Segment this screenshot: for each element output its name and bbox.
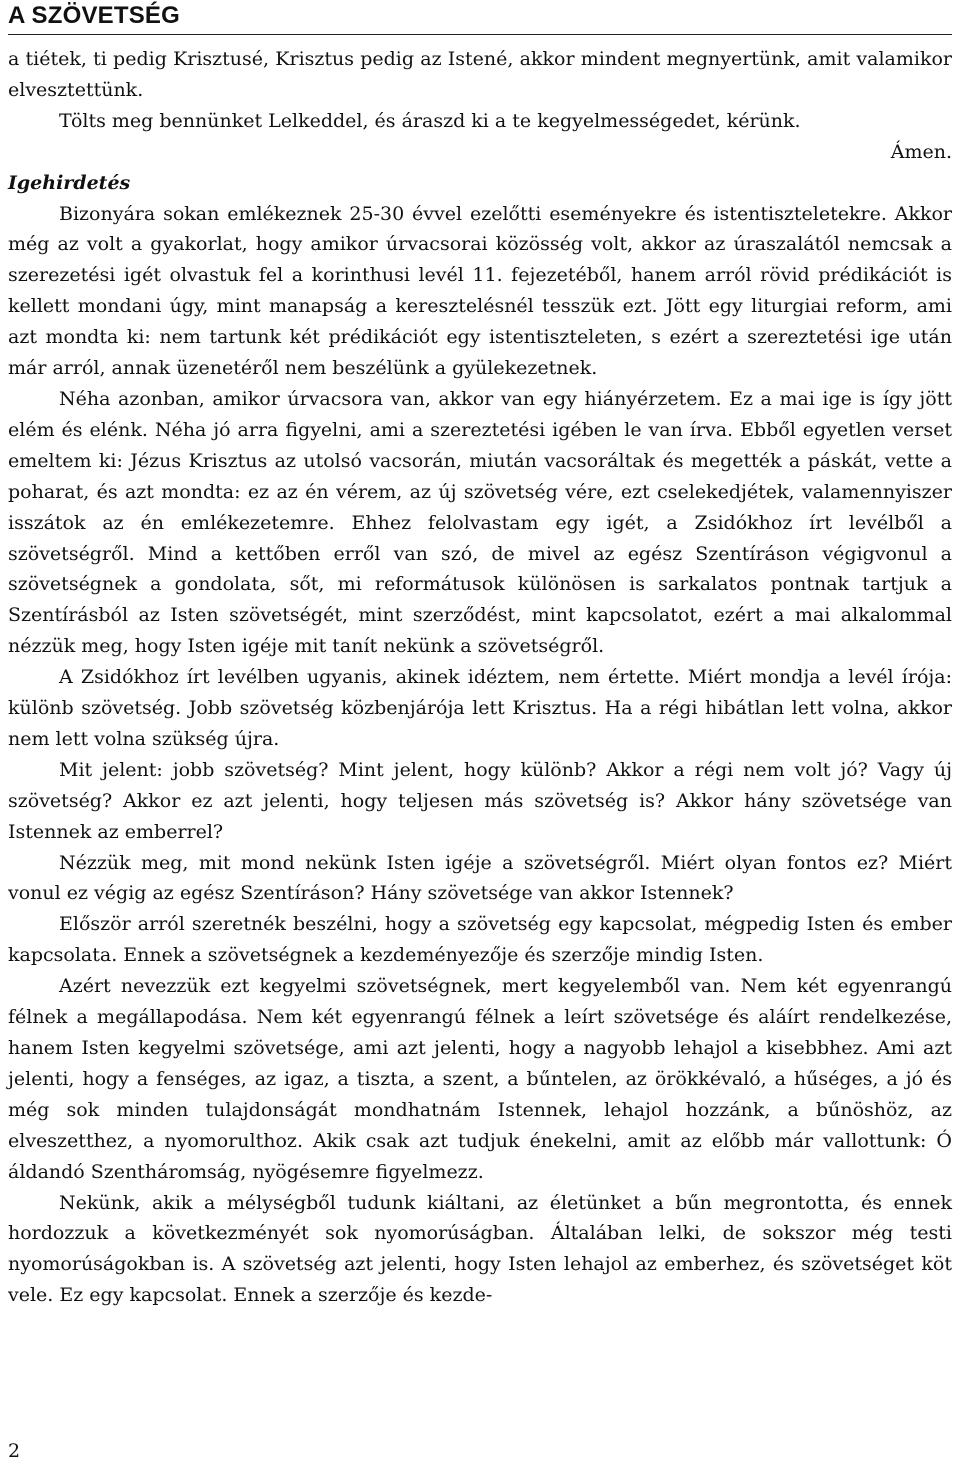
prayer-line: Tölts meg bennünket Lelkeddel, és áraszd ki a te kegyelmességedet, kérünk.: [59, 109, 801, 132]
paragraph: Nekünk, akik a mélységből tudunk kiáltani, az életünket a bűn megrontotta, és ennek hordozzuk a következményét sok nyomorúságban. Általában lelki, de sokszor még testi nyomorúságokban is. A szövetség azt jelenti, hogy Isten lehajol az emberhez, és szövetséget köt vele. Ez egy kapcsolat. Ennek a szerzője és kezde-: [8, 1191, 952, 1307]
paragraph: Nézzük meg, mit mond nekünk Isten igéje a szövetségről. Miért olyan fontos ez? Miért vonul ez végig az egész Szentíráson? Hány szövetsége van akkor Istennek?: [8, 851, 952, 905]
paragraph-continuation: a tiétek, ti pedig Krisztusé, Krisztus pedig az Istené, akkor mindent megnyertünk, amit valamikor elvesztettünk.: [8, 48, 952, 101]
paragraph: Bizonyára sokan emlékeznek 25-30 évvel ezelőtti eseményekre és istentiszteletekre. Akkor még az volt a gyakorlat, hogy amikor úrvacsorai közösség volt, akkor az úraszalától nemcsak a szerezetési igét olvastuk fel a korinthusi levél 11. fejezetéből, hanem arról rövid prédikációt is kellett mondani úgy, mint manapság a keresztelésnél tesszük ezt. Jött egy liturgiai reform, ami azt mondta ki: nem tartunk két prédikációt egy istentiszteleten, s ezért a szereztetési ige után már arról, annak üzenetéről nem beszélünk a gyülekezetnek.: [8, 202, 952, 380]
running-header: [8, 0, 952, 35]
page-number: 2: [8, 1440, 21, 1462]
paragraph: Azért nevezzük ezt kegyelmi szövetségnek, mert kegyelemből van. Nem két egyenrangú félnek a megállapodása. Nem két egyenrangú félnek a leírt szövetsége és aláírt rendelkezése, hanem Isten kegyelmi szövetsége, ami azt jelenti, hogy a nagyobb lehajol a kisebbhez. Ami azt jelenti, hogy a fenséges, az igaz, a tiszta, a szent, a bűntelen, az örökkévaló, a hűséges, a jó és még sok minden tulajdonságát mondhatnám Istennek, lehajol hozzánk, a bűnöshöz, az elveszetthez, a nyomorulthoz. Akik csak azt tudjuk énekelni, amit az előbb már vallottunk: Ó áldandó Szentháromság, nyögésemre figyelmezz.: [8, 975, 952, 1183]
paragraph: Mit jelent: jobb szövetség? Mint jelent, hogy különb? Akkor a régi nem volt jó? Vagy új szövetség? Akkor ez azt jelenti, hogy teljesen más szövetség is? Akkor hány szövetsége van Istennek az emberrel?: [8, 758, 952, 843]
paragraph: Néha azonban, amikor úrvacsora van, akkor van egy hiányérzetem. Ez a mai ige is így jött elém és elénk. Néha jó arra figyelni, ami a szereztetési igében le van írva. Ebből egyetlen verset emeltem ki: Jézus Krisztus az utolsó vacsorán, miután vacsoráltak és megették a páskát, vette a poharat, és azt mondta: ez az én vérem, az új szövetség vére, ezt cselekedjétek, valamennyiszer isszátok az én emlékezetemre. Ehhez felolvastam egy igét, a Zsidókhoz írt levélből a szövetségről. Mind a kettőben erről van szó, de mivel az egész Szentíráson végigvonul a szövetségnek a gondolata, sőt, mi reformátusok különösen is sarkalatos pontnak tartjuk a Szentírásból az Isten szövetségét, mint szerződést, mint kapcsolatot, ezért a mai alkalommal nézzük meg, hogy Isten igéje mit tanít nekünk a szövetségről.: [8, 387, 952, 658]
section-heading-igehirdetes: Igehirdetés: [8, 171, 131, 194]
amen-line: Ámen.: [890, 140, 952, 163]
paragraph: A Zsidókhoz írt levélben ugyanis, akinek idéztem, nem értette. Miért mondja a levél írója: különb szövetség. Jobb szövetség közbenjárója lett Krisztus. Ha a régi hibátlan lett volna, akkor nem lett volna szükség újra.: [8, 666, 952, 750]
header-title: A SZÖVETSÉG: [8, 2, 181, 29]
paragraph: Először arról szeretnék beszélni, hogy a szövetség egy kapcsolat, mégpedig Isten és ember kapcsolata. Ennek a szövetségnek a kezdeményezője és szerzője mindig Isten.: [8, 913, 952, 967]
page: [8, 0, 952, 1311]
body-text: [8, 44, 952, 1311]
